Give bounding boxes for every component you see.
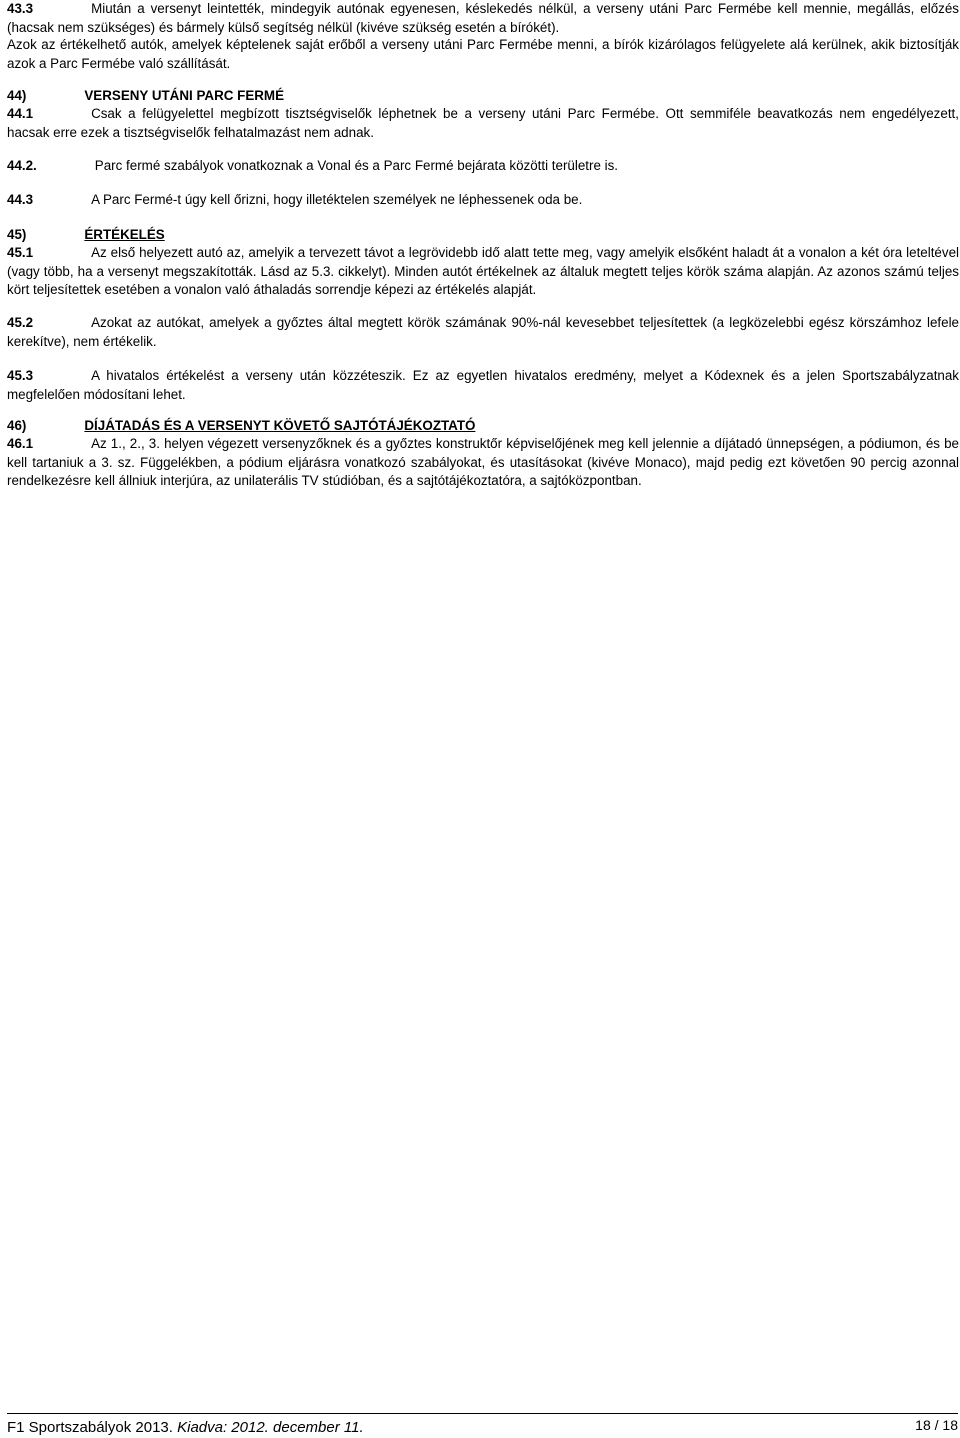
section-heading-45	[7, 226, 165, 245]
paragraph-text: Az első helyezett autó az, amelyik a tervezett távot a legrövidebb idő alatt tette meg, vagy amelyik elsőként haladt át a vonalon a két óra leteltével (vagy több, ha a versenyt megszakították. Lásd az 5.3. cikkelyt). Minden autót értékelnek az általuk megtett teljes körök száma alapján. Az azonos számú teljes kört teljesítettek esetében a vonalon való áthaladás sorrendje képezi az értékelés alapját.	[7, 245, 959, 297]
section-number: 44.2.	[7, 158, 37, 173]
section-number: 45.1	[7, 245, 34, 260]
paragraph-45-2	[7, 314, 959, 351]
section-number: 46.1	[7, 436, 34, 451]
paragraph-46-1	[7, 435, 959, 491]
heading-title: DÍJÁTADÁS ÉS A VERSENYT KÖVETŐ SAJTÓTÁJÉKOZTATÓ	[84, 418, 476, 433]
paragraph-44-3	[7, 191, 959, 210]
paragraph-44-2	[7, 157, 959, 176]
footer-doc-title: F1 Sportszabályok 2013.	[7, 1419, 173, 1436]
paragraph-45-1	[7, 244, 959, 300]
section-number: 45.3	[7, 368, 34, 383]
page-number: 18 / 18	[915, 1417, 958, 1433]
paragraph-text: Az 1., 2., 3. helyen végezett versenyzőknek és a győztes konstruktőr képviselőjének meg kell jelennie a díjátadó ünnepségen, a pódiumon, és be kell tartaniuk a 3. sz. Függelékben, a pódium eljárásra vonatkozó szabályokat, és utasításokat (kivéve Monaco), majd pedig ezt követően 90 percig azonnal rendelkezésre kell állniuk interjúra, az unilaterális TV stúdióban, és a sajtótájékoztatóra, a sajtóközpontban.	[7, 436, 959, 488]
paragraph-43-3	[7, 0, 959, 37]
paragraph-text: Csak a felügyelettel megbízott tisztségviselők léphetnek be a verseny utáni Parc Fermébe. Ott semmiféle beavatkozás nem engedélyezett, hacsak erre ezek a tisztségviselők felhatalmazást nem adnak.	[7, 106, 959, 140]
paragraph-text: Parc fermé szabályok vonatkoznak a Vonal és a Parc Fermé bejárata közötti területre is.	[94, 158, 619, 173]
footer-divider	[7, 1413, 958, 1414]
paragraph-text: A Parc Fermé-t úgy kell őrizni, hogy illetéktelen személyek ne léphessenek oda be.	[91, 192, 583, 207]
paragraph-text: Azok az értékelhető autók, amelyek képtelenek saját erőből a verseny utáni Parc Fermébe menni, a bírók kizárólagos felügyelete alá kerülnek, akik biztosítják azok a Parc Fermébe való szállítását.	[7, 37, 959, 71]
paragraph-text: Azokat az autókat, amelyek a győztes által megtett körök számának 90%-nál kevesebbet teljesítettek (a legközelebbi egész körszámhoz lefele kerekítve), nem értékelik.	[7, 315, 959, 349]
section-heading-44	[7, 87, 284, 106]
heading-number: 46)	[7, 418, 27, 433]
section-number: 43.3	[7, 1, 34, 16]
paragraph-text: A hivatalos értékelést a verseny után közzéteszik. Ez az egyetlen hivatalos eredmény, melyet a Kódexnek és a jelen Sportszabályzatnak megfelelően módosítani lehet.	[7, 368, 959, 402]
paragraph-44-1	[7, 105, 959, 142]
section-number: 45.2	[7, 315, 34, 330]
paragraph-45-3	[7, 367, 959, 404]
heading-number: 45)	[7, 227, 27, 242]
heading-title: VERSENY UTÁNI PARC FERMÉ	[84, 88, 285, 103]
heading-title: ÉRTÉKELÉS	[84, 227, 165, 242]
section-number: 44.1	[7, 106, 34, 121]
heading-number: 44)	[7, 88, 27, 103]
footer-edition: Kiadva: 2012. december 11.	[177, 1419, 364, 1436]
section-heading-46	[7, 417, 475, 436]
section-number: 44.3	[7, 192, 34, 207]
paragraph-43-3-cont	[7, 36, 959, 73]
footer-document-info	[7, 1419, 364, 1436]
paragraph-text: Miután a versenyt leintették, mindegyik autónak egyenesen, késlekedés nélkül, a verseny utáni Parc Fermébe kell mennie, megállás, előzés (hacsak nem szükséges) és bármely külső segítség nélkül (kivéve szükség esetén a bírókét).	[7, 1, 959, 35]
